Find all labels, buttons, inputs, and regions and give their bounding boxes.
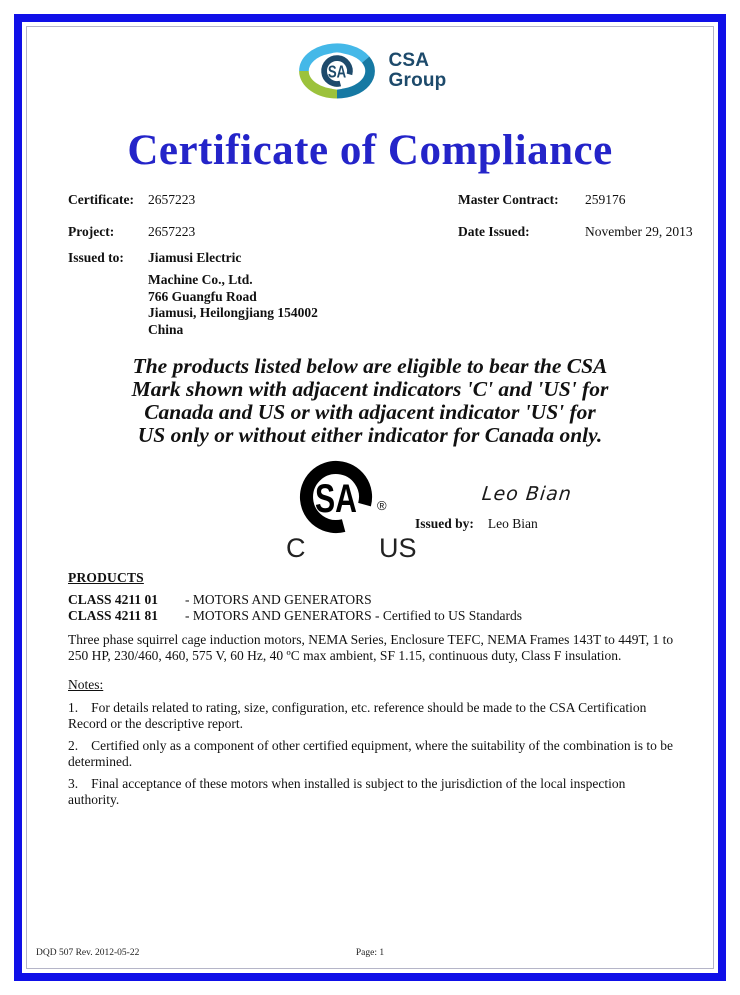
statement-line: The products listed below are eligible to bear the CSA bbox=[132, 354, 608, 378]
csa-cus-mark bbox=[283, 456, 429, 564]
product-description: Three phase squirrel cage induction motors, NEMA Series, Enclosure TEFC, NEMA Frames 143T to 449T, 1 to 250 HP, 230/460, 460, 575 V, 60 Hz, 40 ºC max ambient, SF 1.15, continuous duty, Class F insulation. bbox=[68, 632, 674, 663]
certificate-value: 2657223 bbox=[148, 192, 196, 207]
csa-group-wordmark bbox=[389, 51, 447, 91]
issued-to-label: Issued to: bbox=[68, 250, 124, 265]
csa-group-logo bbox=[0, 40, 740, 102]
csa-swirl-icon bbox=[294, 40, 380, 102]
logo-line1: CSA bbox=[388, 50, 430, 71]
class-code: CLASS 4211 81 bbox=[68, 608, 159, 623]
class-desc: - MOTORS AND GENERATORS bbox=[185, 592, 372, 607]
address-line: Machine Co., Ltd. bbox=[148, 272, 253, 287]
address-line: 766 Guangfu Road bbox=[148, 288, 257, 304]
footer-doc-number: DQD 507 Rev. 2012-05-22 bbox=[36, 948, 140, 958]
eligibility-statement bbox=[60, 355, 680, 447]
logo-line2: Group bbox=[388, 70, 447, 91]
issued-by-label: Issued by: bbox=[415, 516, 474, 531]
footer-page-number: Page: 1 bbox=[355, 948, 385, 958]
c-indicator: C bbox=[286, 533, 306, 563]
issued-to-value: Jiamusi Electric bbox=[148, 250, 242, 265]
address-line: Jiamusi, Heilongjiang 154002 bbox=[148, 305, 318, 320]
date-issued-label: Date Issued: bbox=[458, 224, 530, 239]
page-title: Certificate of Compliance bbox=[127, 127, 613, 174]
address-line: China bbox=[148, 321, 184, 337]
note-number: 2. bbox=[68, 738, 79, 753]
notes-heading: Notes: bbox=[68, 677, 104, 692]
issued-by-value: Leo Bian bbox=[487, 516, 538, 531]
note-item bbox=[68, 738, 676, 769]
note-item bbox=[68, 776, 676, 807]
note-number: 3. bbox=[68, 776, 79, 791]
master-contract-value: 259176 bbox=[585, 192, 626, 207]
statement-line: Mark shown with adjacent indicators 'C' and 'US' for bbox=[131, 377, 609, 401]
signature-script: Leo Bian bbox=[480, 483, 574, 505]
note-number: 1. bbox=[68, 700, 79, 715]
issued-by-row bbox=[415, 516, 538, 532]
class-desc: - MOTORS AND GENERATORS - Certified to US Standards bbox=[185, 608, 523, 623]
project-label: Project: bbox=[68, 224, 115, 239]
note-text: For details related to rating, size, configuration, etc. reference should be made to the CSA Certification Record or the descriptive report. bbox=[68, 700, 647, 731]
certificate-label: Certificate: bbox=[68, 192, 134, 207]
project-value: 2657223 bbox=[148, 224, 196, 239]
note-text: Certified only as a component of other certified equipment, where the suitability of the combination is to be determined. bbox=[68, 738, 673, 769]
us-indicator: US bbox=[379, 533, 417, 563]
note-text: Final acceptance of these motors when installed is subject to the jurisdiction of the local inspection authority. bbox=[68, 776, 626, 807]
date-issued-value: November 29, 2013 bbox=[585, 224, 693, 239]
registered-trademark-icon: ® bbox=[377, 498, 387, 513]
statement-line: Canada and US or with adjacent indicator 'US' for bbox=[144, 400, 596, 424]
class-code: CLASS 4211 01 bbox=[68, 592, 159, 607]
master-contract-label: Master Contract: bbox=[458, 192, 559, 207]
statement-line: US only or without either indicator for Canada only. bbox=[137, 423, 603, 447]
issued-to-address bbox=[148, 272, 318, 338]
csa-cus-mark-graphic bbox=[283, 456, 429, 564]
note-item bbox=[68, 700, 676, 731]
products-heading: PRODUCTS bbox=[68, 570, 144, 585]
